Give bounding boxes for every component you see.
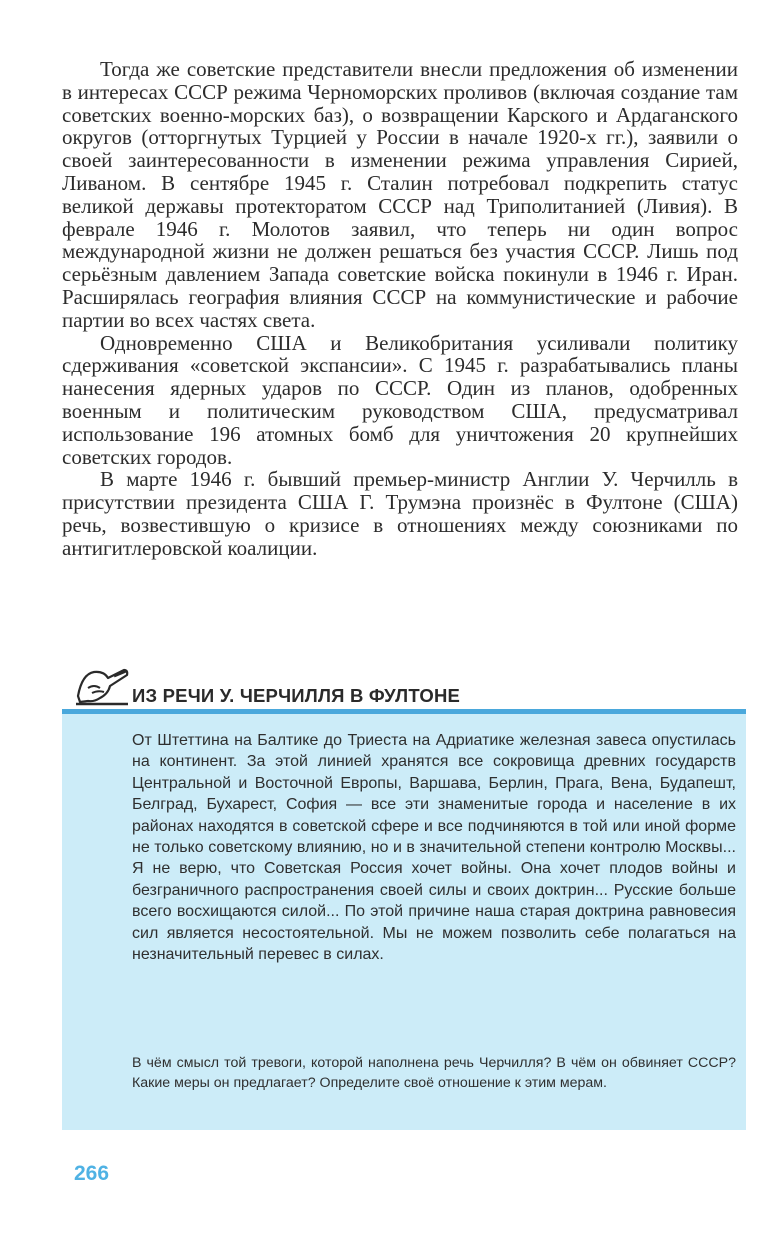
source-box-title: ИЗ РЕЧИ У. ЧЕРЧИЛЛЯ В ФУЛТОНЕ [132, 685, 461, 706]
review-questions [132, 1053, 736, 1093]
questions-text: В чём смысл той тревоги, которой наполнена речь Черчилля? В чём он обвиняет СССР? Какие меры он предлагает? Определите своё отношение к этим мерам. [132, 1055, 736, 1091]
source-box-title-rule [62, 709, 746, 714]
paragraph-straits: Тогда же советские представители внесли предложения об изменении в интересах СССР режима Черноморских проливов (включая создание там советских военно-морских баз), о возвращении Карского и Ардаганского округов (отторгнутых Турцией у России в начале 1920-х гг.), заявили о своей заинтересованности в изменении режима управления Сирией, Ливаном. В сентябре 1945 г. Сталин потребовал подкрепить статус великой державы протекторатом СССР над Триполитанией (Ливия). В феврале 1946 г. Молотов заявил, что теперь ни один вопрос международной жизни не должен решаться без участия СССР. Лишь под серьёзным давлением Запада советские войска покинули в 1946 г. Иран. Расширялась география влияния СССР на коммунистические и рабочие партии во всех частях света. [62, 57, 738, 332]
quote-text: От Штеттина на Балтике до Триеста на Адриатике железная завеса опустилась на континент. За этой линией хранятся все сокровища древних государств Центральной и Восточной Европы, Варшава, Берлин, Прага, Вена, Будапешт, Белград, Бухарест, София — все эти знаменитые города и население в их районах находятся в советской сфере и все подчиняются в той или иной форме не только советскому влиянию, но и в значительной степени контролю Москвы... Я не верю, что Советская Россия хочет войны. Она хочет плодов войны и безграничного распространения своей силы и своих доктрин... Русские больше всего восхищаются силой... По этой причине наша старая доктрина равновесия сил является несостоятельной. Мы не можем позволить себе полагаться на незначительный перевес в силах. [132, 732, 736, 964]
churchill-quote [132, 730, 736, 965]
page-number: 266 [74, 1162, 110, 1185]
paragraph-fulton: В марте 1946 г. бывший премьер-министр Англии У. Черчилль в присутствии президента США Г. Трумэна произнёс в Фултоне (США) речь, возвестившую о кризисе в отношениях между союзниками по антигитлеровской коалиции. [62, 467, 738, 560]
paragraph-containment: Одновременно США и Великобритания усиливали политику сдерживания «советской экспансии». С 1945 г. разрабатывались планы нанесения ядерных ударов по СССР. Один из планов, одобренных военным и политическим руководством США, предусматривал использование 196 атомных бомб для уничтожения 20 крупнейших советских городов. [62, 330, 738, 469]
hand-writing-icon [74, 666, 130, 706]
main-text [62, 58, 738, 560]
